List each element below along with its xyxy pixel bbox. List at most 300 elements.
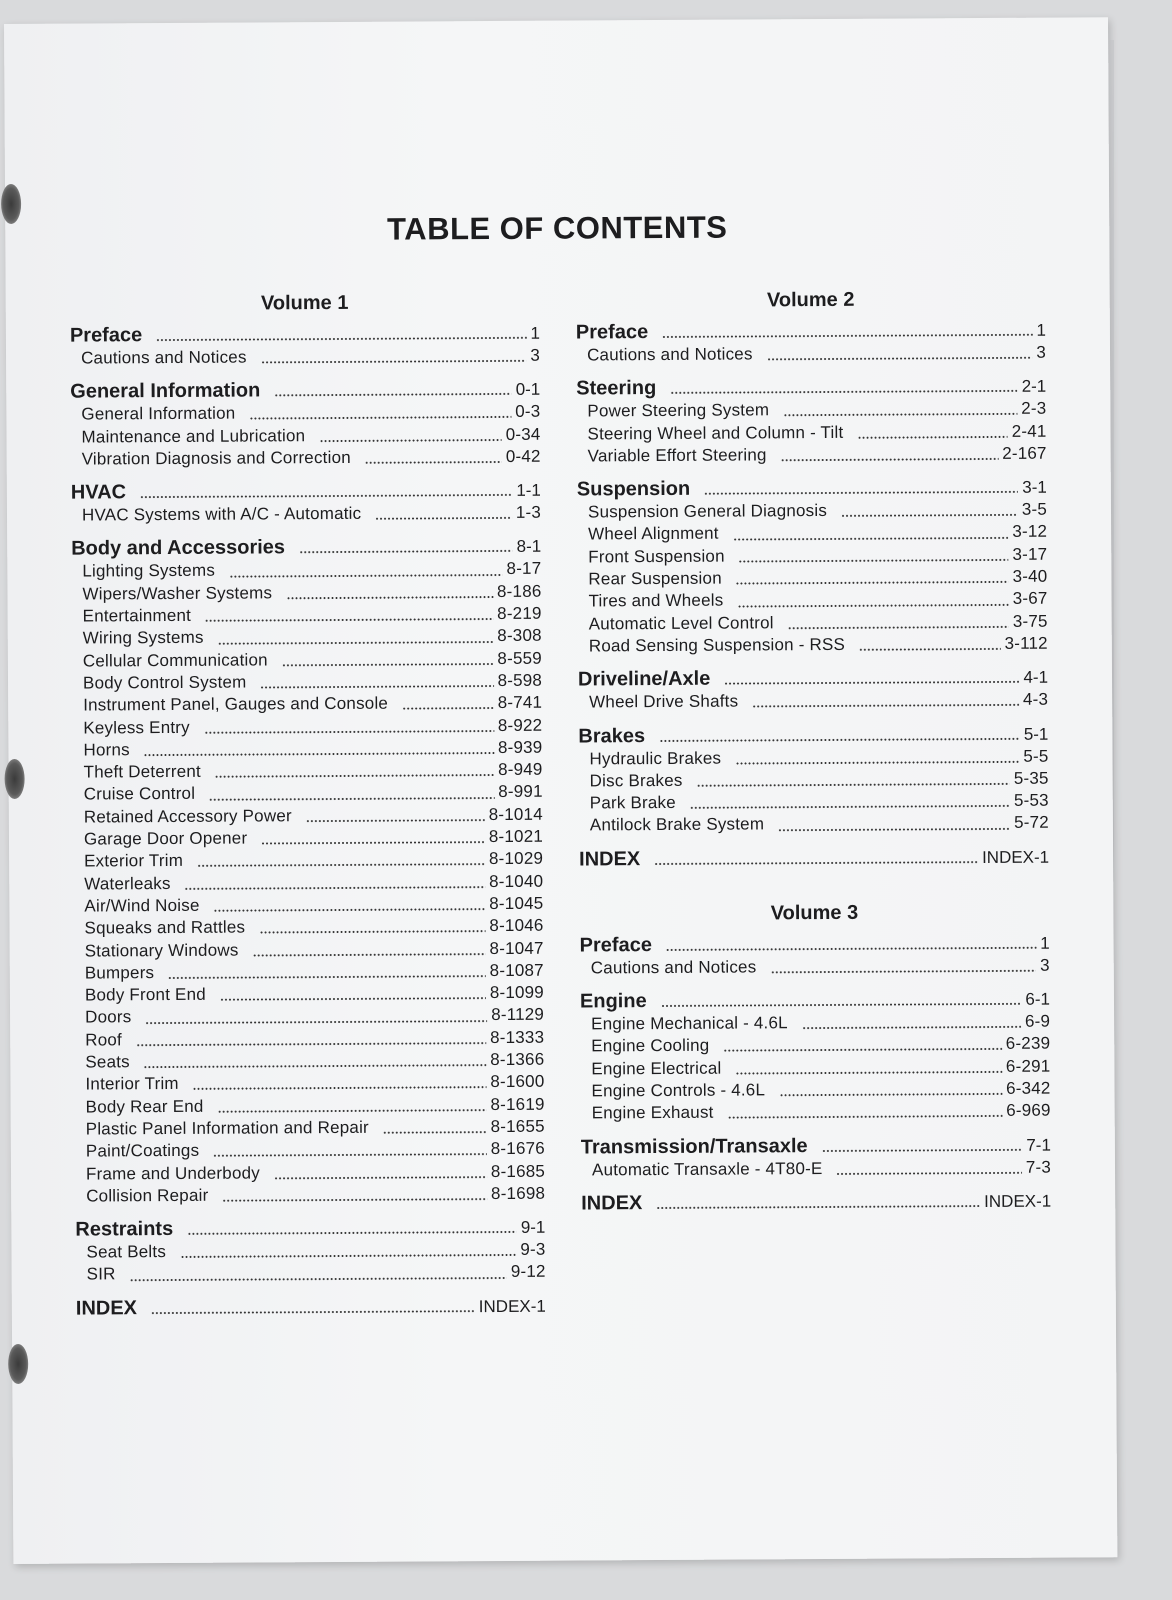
page-number: 8-991 (498, 782, 543, 802)
page-number: 6-291 (1005, 1056, 1051, 1076)
dot-leader (214, 908, 486, 912)
entry-title: Suspension General Diagnosis (587, 501, 828, 522)
page-number: INDEX-1 (478, 1296, 546, 1316)
dot-leader (841, 514, 1018, 517)
page-number: 8-1087 (489, 960, 544, 980)
dot-leader (259, 930, 485, 933)
index-entry (579, 844, 1049, 871)
entry-title: Brakes (578, 724, 646, 748)
section-heading (576, 374, 1046, 401)
page-number: 8-922 (497, 715, 543, 735)
dot-leader (822, 1148, 1023, 1151)
dot-leader (286, 596, 493, 599)
dot-leader (736, 581, 1009, 585)
page-number: 5-35 (1013, 768, 1049, 788)
entry-title: Variable Effort Steering (587, 445, 767, 466)
dot-leader (365, 461, 502, 464)
dot-leader (306, 819, 485, 822)
entry-title: HVAC Systems with A/C - Automatic (81, 504, 362, 525)
page-number: 5-53 (1013, 790, 1049, 811)
dot-leader (690, 805, 1010, 809)
entry-title: Bumpers (84, 962, 155, 983)
dot-leader (204, 730, 494, 734)
dot-leader (656, 1205, 980, 1209)
page-number: 1 (1040, 933, 1050, 953)
page-number: 8-939 (497, 737, 543, 757)
toc-entry (75, 1239, 545, 1264)
entry-title: Engine Electrical (591, 1058, 722, 1079)
volume-title: Volume 3 (770, 901, 859, 925)
section-heading (578, 721, 1048, 748)
dot-leader (185, 886, 485, 890)
page-number: 5-1 (1023, 724, 1049, 744)
dot-leader (654, 861, 978, 865)
dot-leader (274, 393, 511, 396)
toc-entry (75, 1183, 545, 1208)
page-number: 7-3 (1025, 1157, 1052, 1177)
page-number: 8-1333 (490, 1027, 545, 1047)
entry-title: General Information (81, 403, 236, 424)
entry-title: Cellular Communication (82, 650, 268, 671)
dot-leader (156, 337, 526, 341)
entry-title: Preface (575, 321, 649, 344)
toc-entry (577, 588, 1047, 613)
entry-title: Horns (83, 740, 130, 760)
toc-section (71, 478, 541, 527)
dot-leader (781, 458, 999, 461)
page-number: 5-5 (1023, 746, 1049, 766)
entry-title: Rear Suspension (588, 568, 722, 589)
toc-entry (74, 1049, 544, 1074)
toc-entry (74, 937, 544, 962)
dot-leader (215, 774, 494, 778)
entry-title: Preface (69, 324, 143, 347)
index-entry (76, 1293, 546, 1320)
page-number: 1 (1036, 320, 1046, 340)
punch-hole (8, 1344, 28, 1384)
page-number: 8-1619 (490, 1094, 545, 1114)
dot-leader (402, 707, 494, 710)
toc-entry (72, 647, 542, 672)
section-heading (71, 534, 541, 561)
entry-title: Road Sensing Suspension - RSS (588, 634, 846, 656)
dot-leader (197, 864, 485, 868)
page-number: 9-3 (520, 1239, 546, 1259)
entry-title: Disc Brakes (589, 770, 683, 791)
entry-title: Steering Wheel and Column - Tilt (587, 422, 844, 444)
entry-title: Tires and Wheels (588, 590, 724, 611)
dot-leader (383, 1131, 487, 1134)
dot-leader (205, 618, 493, 622)
toc-entry (73, 826, 543, 851)
dot-leader (802, 1026, 1021, 1029)
entry-title: Steering (576, 377, 657, 400)
page-number: 2-1 (1021, 376, 1047, 397)
toc-entry (73, 870, 543, 895)
toc-entry (72, 603, 542, 628)
dot-leader (724, 681, 1019, 685)
entry-title: Cautions and Notices (590, 957, 757, 978)
dot-leader (193, 1087, 487, 1091)
section-heading (75, 1215, 545, 1242)
entry-title: Driveline/Axle (577, 667, 711, 691)
entry-title: Wheel Alignment (588, 524, 719, 544)
entry-title: Engine Cooling (591, 1036, 710, 1056)
entry-title: Stationary Windows (84, 940, 239, 961)
entry-title: Transmission/Transaxle (580, 1134, 808, 1159)
page-number: 0-42 (505, 446, 541, 466)
page-number: 0-3 (515, 402, 541, 422)
volume-title: Volume 1 (260, 291, 349, 315)
entry-title: Garage Door Opener (83, 828, 248, 849)
page-number: 3-12 (1012, 522, 1048, 542)
page-number: 1-1 (516, 480, 541, 501)
entry-title: SIR (86, 1264, 116, 1284)
page-number: 8-1129 (491, 1005, 545, 1025)
toc-entry (72, 625, 542, 650)
toc-entry (73, 803, 543, 828)
entry-title: Restraints (75, 1218, 174, 1241)
toc-entry (581, 1100, 1051, 1125)
page-number: INDEX-1 (984, 1191, 1052, 1211)
entry-title: Doors (85, 1007, 132, 1027)
toc-entry (576, 420, 1046, 445)
page-number: 8-1047 (489, 938, 544, 958)
toc-entry (579, 812, 1049, 837)
toc-entry (73, 848, 543, 873)
page-number: 5-72 (1014, 813, 1049, 833)
page-number: 7-1 (1026, 1135, 1051, 1155)
page-number: 8-1 (516, 537, 542, 557)
page-number: 2-3 (1021, 398, 1047, 419)
entry-title: Seat Belts (86, 1242, 167, 1262)
entry-title: Wiring Systems (82, 628, 204, 648)
dot-leader (274, 1176, 487, 1179)
dot-leader (144, 1064, 486, 1068)
entry-title: Body and Accessories (71, 536, 286, 561)
dot-leader (253, 953, 486, 956)
dot-leader (220, 997, 486, 1001)
entry-title: INDEX (581, 1191, 643, 1215)
page-number: 3 (530, 345, 541, 365)
toc-entry (580, 1078, 1050, 1103)
toc-section (578, 721, 1049, 837)
page-number: 8-1029 (488, 849, 544, 869)
toc-entry (578, 689, 1048, 714)
dot-leader (767, 357, 1033, 361)
dot-leader (187, 1231, 517, 1235)
page-number: 3 (1040, 955, 1050, 975)
toc-entry (73, 759, 543, 784)
page-number: 3-40 (1012, 566, 1048, 586)
page-number: 8-1676 (490, 1138, 545, 1159)
toc-entry (76, 1261, 546, 1286)
dot-leader (704, 491, 1018, 495)
dot-leader (145, 1020, 487, 1024)
entry-title: Cautions and Notices (586, 344, 753, 365)
dot-leader (151, 1310, 475, 1314)
page-number: 8-1600 (490, 1072, 545, 1092)
entry-title: Engine Exhaust (591, 1102, 714, 1123)
toc-entry (71, 446, 541, 471)
page-number: 8-1698 (490, 1183, 546, 1203)
entry-title: Squeaks and Rattles (84, 917, 246, 938)
toc-entry (577, 566, 1047, 591)
entry-title: Body Control System (82, 672, 247, 693)
dot-leader (218, 1109, 487, 1113)
toc-section (71, 534, 545, 1207)
index-entry (581, 1188, 1051, 1215)
dot-leader (261, 360, 527, 364)
page-number: 8-1685 (490, 1161, 546, 1181)
entry-title: Entertainment (82, 605, 192, 626)
toc-entry (579, 790, 1049, 815)
toc-section (70, 377, 541, 471)
entry-title: Plastic Panel Information and Repair (85, 1117, 369, 1139)
dot-leader (723, 1048, 1001, 1052)
page-number: 6-969 (1006, 1100, 1051, 1121)
toc-entry (72, 737, 542, 762)
page-number: 8-559 (497, 648, 542, 668)
toc-entry (581, 1156, 1051, 1181)
page-number: 3 (1036, 342, 1047, 362)
dot-leader (168, 975, 485, 979)
page-number: 4-3 (1022, 689, 1049, 710)
page-number: 8-1045 (489, 893, 544, 913)
toc-entry (74, 1004, 544, 1029)
toc-section (580, 930, 1050, 979)
toc-entry (578, 745, 1048, 770)
dot-leader (249, 416, 511, 420)
entry-title: Keyless Entry (83, 717, 190, 738)
entry-title: Engine Controls - 4.6L (591, 1080, 766, 1101)
page-number: 8-17 (506, 559, 542, 579)
toc-entry (71, 502, 541, 527)
dot-leader (735, 1071, 1001, 1075)
toc-entry (580, 1011, 1050, 1036)
entry-title: Theft Deterrent (83, 761, 201, 782)
page-number: 0-34 (505, 424, 541, 444)
entry-title: INDEX (579, 847, 641, 871)
dot-leader (770, 970, 1036, 974)
toc-entry (72, 692, 542, 717)
entry-title: Body Front End (84, 984, 206, 1005)
page-number: 8-1099 (489, 982, 544, 1003)
dot-leader (659, 737, 1020, 741)
toc-entry (74, 1026, 544, 1051)
page-number: INDEX-1 (981, 847, 1050, 867)
entry-title: Suspension (576, 478, 691, 501)
dot-leader (144, 752, 494, 756)
entry-title: Automatic Level Control (588, 612, 774, 634)
entry-title: Park Brake (589, 793, 676, 813)
toc-section (581, 1132, 1051, 1181)
dot-leader (282, 663, 494, 666)
page-number: 2-41 (1011, 421, 1047, 441)
page-number: 6-9 (1024, 1011, 1051, 1031)
toc-entry (577, 543, 1047, 568)
entry-title: Lighting Systems (82, 561, 216, 582)
entry-title: Collision Repair (86, 1185, 209, 1206)
page-number: 8-598 (497, 670, 543, 690)
toc-entry (74, 982, 544, 1007)
dot-leader (737, 603, 1008, 607)
dot-leader (261, 841, 485, 844)
page-number: 8-741 (497, 692, 543, 713)
entry-title: INDEX (75, 1296, 138, 1320)
dot-leader (778, 827, 1010, 830)
section-heading (71, 478, 541, 505)
toc-entry (72, 714, 542, 739)
toc-list (70, 321, 546, 1321)
page-number: 8-1366 (490, 1049, 545, 1070)
entry-title: Vibration Diagnosis and Correction (81, 447, 351, 469)
page-number: 8-1021 (488, 826, 544, 847)
toc-entry (75, 1138, 545, 1163)
toc-entry (73, 915, 543, 940)
toc-entry (580, 954, 1050, 979)
dot-leader (209, 797, 494, 801)
volume-2-3-column (576, 286, 1052, 1216)
dot-leader (670, 390, 1017, 394)
entry-title: Maintenance and Lubrication (81, 425, 306, 447)
toc-entry (71, 558, 541, 583)
toc-entry (71, 581, 541, 606)
toc-entry (70, 423, 540, 448)
dot-leader (319, 439, 501, 442)
entry-title: Frame and Underbody (85, 1162, 260, 1184)
page-number: 8-1046 (489, 915, 544, 936)
toc-entry (577, 443, 1047, 468)
toc-entry (74, 960, 544, 985)
entry-title: Exterior Trim (84, 851, 184, 871)
page-number: 4-1 (1023, 667, 1049, 688)
dot-leader (180, 1254, 516, 1258)
entry-title: Automatic Transaxle - 4T80-E (591, 1158, 823, 1179)
page-number: 8-1655 (490, 1116, 545, 1136)
dot-leader (299, 550, 513, 553)
toc-entry (580, 1033, 1050, 1058)
page-number: 3-112 (1004, 633, 1048, 653)
entry-title: Preface (579, 933, 652, 957)
entry-title: Cautions and Notices (80, 347, 247, 368)
toc-entry (75, 1160, 545, 1185)
entry-title: Roof (85, 1030, 122, 1050)
entry-title: Power Steering System (587, 400, 770, 421)
toc-entry (75, 1093, 545, 1118)
dot-leader (739, 559, 1009, 563)
entry-title: Wheel Drive Shafts (589, 691, 739, 712)
entry-title: General Information (70, 379, 261, 403)
toc-entry (578, 610, 1048, 635)
toc-section (577, 475, 1048, 658)
dot-leader (130, 1276, 507, 1280)
entry-title: Waterleaks (84, 873, 171, 894)
dot-leader (666, 946, 1036, 950)
dot-leader (735, 761, 1019, 765)
section-heading (576, 318, 1046, 345)
page-number: 3-5 (1021, 499, 1048, 519)
page-number: 8-1040 (489, 871, 544, 891)
page-number: 0-1 (515, 380, 541, 400)
entry-title: Body Rear End (85, 1096, 204, 1117)
toc-section (580, 987, 1051, 1125)
punch-hole (4, 759, 24, 799)
page-number: 6-1 (1025, 989, 1051, 1009)
toc-entry (73, 781, 543, 806)
toc-entry (70, 401, 540, 426)
toc-entry (577, 521, 1047, 546)
entry-title: Hydraulic Brakes (589, 748, 722, 768)
dot-leader (752, 704, 1019, 708)
dot-leader (697, 783, 1010, 787)
toc-entry (75, 1116, 545, 1141)
section-heading (581, 1132, 1051, 1159)
toc-section (75, 1215, 545, 1286)
section-heading (577, 475, 1047, 502)
dot-leader (857, 436, 1007, 439)
toc-entry (72, 670, 542, 695)
toc-entry (578, 633, 1048, 658)
entry-title: Interior Trim (85, 1074, 179, 1094)
dot-leader (661, 1003, 1022, 1007)
section-heading (70, 377, 540, 404)
page-number: 9-1 (520, 1217, 546, 1237)
toc-section (70, 321, 540, 370)
dot-leader (783, 413, 1017, 416)
toc-entry (577, 499, 1047, 524)
entry-title: Antilock Brake System (589, 814, 765, 835)
page-number: 3-67 (1012, 589, 1048, 609)
dot-leader (229, 574, 503, 578)
entry-title: Seats (85, 1052, 130, 1072)
section-heading (578, 665, 1048, 692)
dot-leader (140, 494, 512, 498)
toc-entry (70, 345, 540, 370)
entry-title: Retained Accessory Power (83, 806, 292, 827)
page-number: 8-949 (498, 759, 543, 780)
dot-leader (136, 1042, 486, 1046)
toc-section (578, 665, 1048, 714)
section-heading (580, 930, 1050, 957)
page-number: 3-75 (1012, 611, 1048, 631)
document-page (4, 17, 1117, 1564)
page-title: TABLE OF CONTENTS (386, 209, 728, 247)
toc-list (580, 930, 1052, 1215)
dot-leader (788, 626, 1009, 629)
section-heading (70, 321, 540, 348)
dot-leader (859, 648, 1001, 651)
entry-title: Engine (579, 990, 647, 1013)
page-number: 1-3 (515, 502, 542, 523)
page-number: 9-12 (510, 1262, 546, 1282)
toc-entry (580, 1055, 1050, 1080)
entry-title: Wipers/Washer Systems (82, 583, 273, 604)
toc-entry (73, 893, 543, 918)
toc-entry (576, 398, 1046, 423)
toc-entry (576, 342, 1046, 367)
toc-list (576, 318, 1049, 872)
entry-title: Instrument Panel, Gauges and Console (83, 693, 389, 715)
page-number: 6-342 (1005, 1078, 1051, 1098)
entry-title: Air/Wind Noise (84, 895, 200, 916)
toc-section (576, 318, 1046, 367)
page-number: 8-1014 (488, 804, 543, 824)
toc-entry (74, 1071, 544, 1096)
entry-title: Paint/Coatings (85, 1141, 200, 1161)
page-number: 8-186 (496, 581, 542, 601)
toc-section (576, 374, 1047, 468)
